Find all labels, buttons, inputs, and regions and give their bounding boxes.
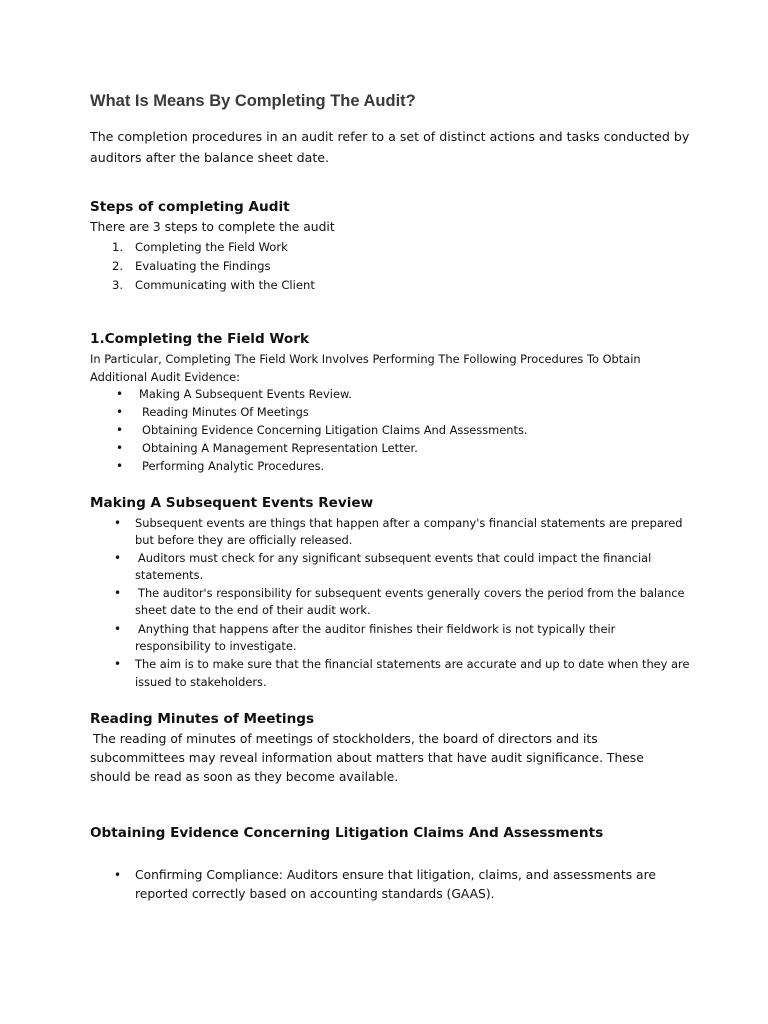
bullet-dot: • bbox=[114, 586, 122, 600]
litigation-line: reported correctly based on accounting standards (GAAS). bbox=[135, 887, 495, 901]
subsequent-events-line: Anything that happens after the auditor finishes their fieldwork is not typically their bbox=[138, 622, 616, 636]
field-work-lead-line: In Particular, Completing The Field Work Involves Performing The Following Procedures To Obtain bbox=[90, 352, 641, 366]
field-work-item: Reading Minutes Of Meetings bbox=[142, 405, 309, 419]
subsequent-events-line: sheet date to the end of their audit work. bbox=[135, 603, 371, 617]
step-item: Evaluating the Findings bbox=[135, 259, 271, 273]
step-number: 3. bbox=[112, 278, 124, 292]
field-work-lead-line: Additional Audit Evidence: bbox=[90, 370, 240, 384]
subsequent-events-line: but before they are officially released. bbox=[135, 533, 353, 547]
minutes-line: should be read as soon as they become available. bbox=[90, 770, 399, 784]
bullet-dot: • bbox=[114, 516, 122, 530]
subsequent-events-line: statements. bbox=[135, 568, 204, 582]
bullet-dot: • bbox=[114, 622, 122, 636]
step-item: Communicating with the Client bbox=[135, 278, 315, 292]
field-work-item: Obtaining Evidence Concerning Litigation Claims And Assessments. bbox=[142, 423, 528, 437]
field-work-heading: 1.Completing the Field Work bbox=[90, 331, 310, 347]
step-item: Completing the Field Work bbox=[135, 240, 288, 254]
bullet-dot: • bbox=[116, 405, 124, 419]
minutes-line: subcommittees may reveal information about matters that have audit significance. These bbox=[90, 751, 644, 765]
subsequent-events-heading: Making A Subsequent Events Review bbox=[90, 495, 374, 511]
bullet-dot: • bbox=[116, 459, 124, 473]
steps-heading: Steps of completing Audit bbox=[90, 199, 290, 215]
subsequent-events-line: Auditors must check for any significant subsequent events that could impact the financial bbox=[138, 551, 652, 565]
bullet-dot: • bbox=[116, 441, 124, 455]
page-title: What Is Means By Completing The Audit? bbox=[90, 92, 416, 110]
minutes-line: The reading of minutes of meetings of stockholders, the board of directors and its bbox=[93, 732, 598, 746]
subsequent-events-line: The aim is to make sure that the financial statements are accurate and up to date when they are bbox=[135, 657, 690, 671]
step-number: 1. bbox=[112, 240, 124, 254]
subsequent-events-line: The auditor's responsibility for subsequent events generally covers the period from the balance bbox=[138, 586, 685, 600]
bullet-dot: • bbox=[114, 657, 122, 671]
minutes-heading: Reading Minutes of Meetings bbox=[90, 711, 315, 727]
field-work-item: Making A Subsequent Events Review. bbox=[139, 387, 352, 401]
steps-lead: There are 3 steps to complete the audit bbox=[90, 220, 335, 234]
subsequent-events-line: responsibility to investigate. bbox=[135, 639, 297, 653]
bullet-dot: • bbox=[114, 868, 122, 882]
field-work-item: Performing Analytic Procedures. bbox=[142, 459, 325, 473]
bullet-dot: • bbox=[114, 551, 122, 565]
bullet-dot: • bbox=[116, 387, 124, 401]
bullet-dot: • bbox=[116, 423, 124, 437]
intro-paragraph: The completion procedures in an audit refer to a set of distinct actions and tasks conducted by auditors after the balance sheet date. bbox=[90, 129, 690, 165]
step-number: 2. bbox=[112, 259, 124, 273]
subsequent-events-line: issued to stakeholders. bbox=[135, 675, 267, 689]
field-work-item: Obtaining A Management Representation Letter. bbox=[142, 441, 418, 455]
subsequent-events-line: Subsequent events are things that happen after a company's financial statements are prepared bbox=[135, 516, 683, 530]
litigation-heading: Obtaining Evidence Concerning Litigation Claims And Assessments bbox=[90, 825, 604, 841]
litigation-line: Confirming Compliance: Auditors ensure that litigation, claims, and assessments are bbox=[135, 868, 656, 882]
